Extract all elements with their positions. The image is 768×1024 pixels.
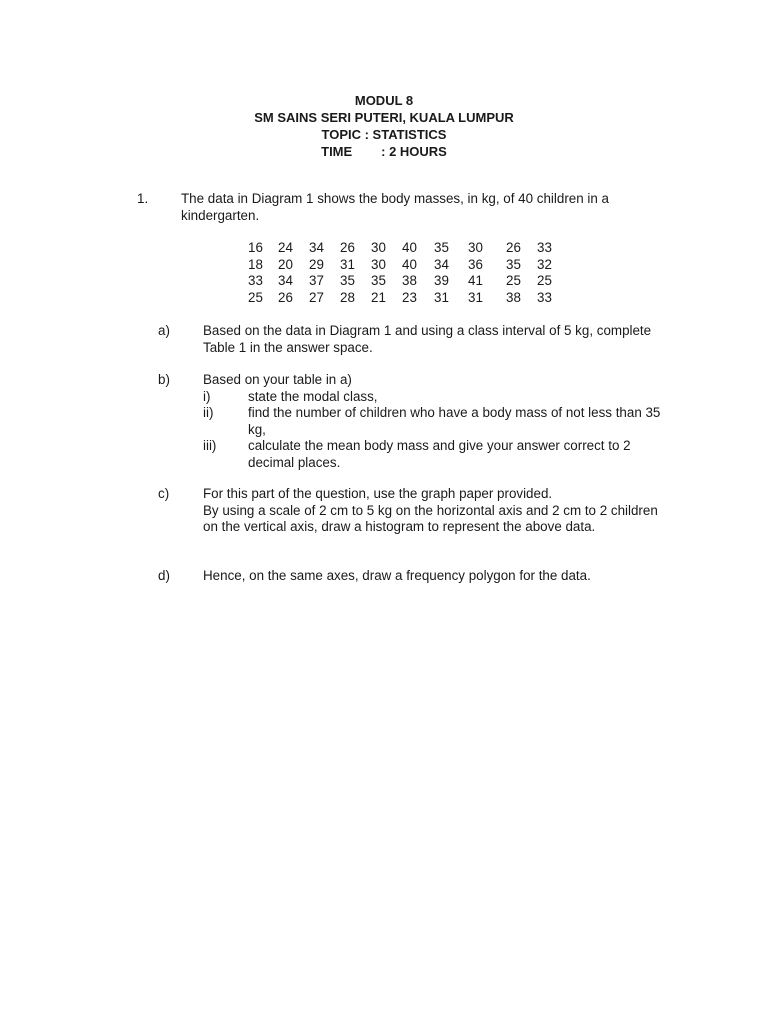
data-cell: 33 — [537, 289, 552, 305]
part-b-intro: Based on your table in a) — [203, 372, 352, 387]
data-cell: 30 — [468, 240, 483, 255]
subpart-label: i) — [203, 388, 211, 404]
data-cell: 18 — [248, 256, 263, 272]
data-cell: 26 — [278, 289, 293, 305]
data-cell: 31 — [434, 289, 449, 305]
subpart-text: find the number of children who have a body mass of not less than 35 kg, — [248, 405, 661, 437]
data-cell: 27 — [309, 289, 324, 305]
subpart-text: calculate the mean body mass and give your answer correct to 2 decimal places. — [248, 438, 631, 470]
data-cell: 33 — [537, 240, 552, 255]
data-cell: 40 — [402, 256, 417, 272]
part-b-body — [203, 372, 673, 471]
data-row — [248, 257, 563, 274]
part-b-subpart-i — [203, 389, 673, 406]
data-cell: 37 — [309, 273, 324, 288]
data-row — [248, 240, 563, 257]
part-b-subpart-iii — [203, 438, 673, 471]
school-name: SM SAINS SERI PUTERI, KUALA LUMPUR — [254, 110, 514, 125]
module-title: MODUL 8 — [354, 93, 414, 108]
data-cell: 25 — [506, 273, 521, 288]
data-cell: 16 — [248, 240, 263, 255]
time-value: : 2 HOURS — [381, 144, 447, 159]
data-cell: 38 — [402, 273, 417, 288]
question-number: 1. — [137, 191, 149, 206]
data-cell: 26 — [340, 240, 355, 255]
data-cell: 25 — [537, 273, 552, 288]
diagram-1-data-table — [248, 240, 563, 306]
data-cell: 29 — [309, 256, 324, 272]
data-cell: 34 — [278, 273, 293, 288]
subpart-label: ii) — [203, 405, 214, 420]
data-cell: 32 — [537, 256, 552, 272]
data-cell: 34 — [434, 256, 449, 272]
part-b-subpart-ii — [203, 405, 673, 438]
data-cell: 28 — [340, 289, 355, 305]
part-a-text: Based on the data in Diagram 1 and using a class interval of 5 kg, complete Table 1 in the answer space. — [203, 323, 652, 355]
data-cell: 35 — [434, 240, 449, 255]
part-a-label: a) — [158, 323, 170, 338]
document-header — [0, 92, 768, 160]
question-stem: The data in Diagram 1 shows the body masses, in kg, of 40 children in a kindergarten. — [181, 191, 609, 223]
data-cell: 38 — [506, 289, 521, 305]
data-cell: 41 — [468, 273, 483, 288]
data-cell: 30 — [371, 256, 386, 272]
data-cell: 25 — [248, 289, 263, 305]
subpart-label: iii) — [203, 438, 217, 453]
part-c-body — [203, 486, 673, 536]
data-cell: 39 — [434, 273, 449, 288]
data-cell: 35 — [506, 256, 521, 272]
data-cell: 20 — [278, 256, 293, 272]
data-cell: 35 — [371, 273, 386, 288]
part-c-label: c) — [158, 486, 170, 501]
data-cell: 21 — [371, 289, 386, 305]
data-cell: 26 — [506, 240, 521, 255]
part-b-label: b) — [158, 372, 170, 387]
data-cell: 24 — [278, 240, 293, 255]
part-c-line-2: By using a scale of 2 cm to 5 kg on the horizontal axis and 2 cm to 2 children on the vertical axis, draw a histogram to represent the above data. — [203, 502, 658, 534]
data-row — [248, 273, 563, 290]
time-label: TIME — [321, 144, 353, 159]
data-cell: 40 — [402, 240, 417, 255]
data-cell: 34 — [309, 240, 324, 255]
data-cell: 23 — [402, 289, 417, 305]
data-cell: 31 — [468, 289, 483, 305]
data-row — [248, 290, 563, 307]
topic-line: TOPIC : STATISTICS — [321, 127, 447, 142]
data-cell: 31 — [340, 256, 355, 272]
subpart-text: state the modal class, — [248, 388, 378, 404]
part-d-label: d) — [158, 568, 170, 583]
data-cell: 36 — [468, 256, 483, 272]
data-cell: 35 — [340, 273, 355, 288]
data-cell: 30 — [371, 240, 386, 255]
data-cell: 33 — [248, 273, 263, 288]
part-c-line-1: For this part of the question, use the graph paper provided. — [203, 486, 553, 501]
part-d-text: Hence, on the same axes, draw a frequency polygon for the data. — [203, 568, 591, 583]
time-line — [321, 143, 447, 160]
